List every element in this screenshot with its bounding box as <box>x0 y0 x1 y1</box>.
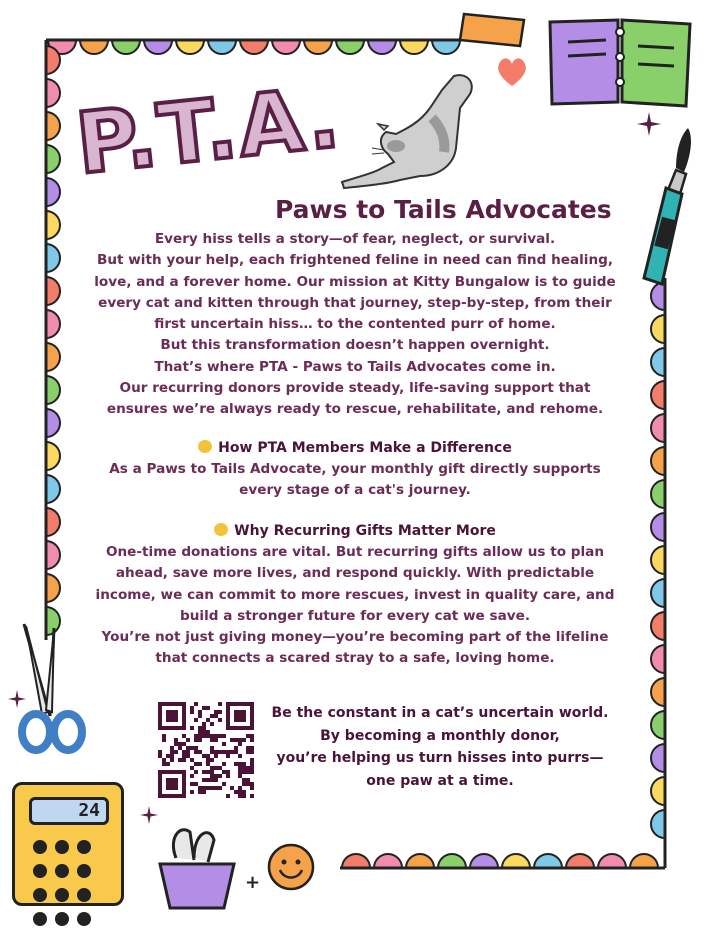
intro-line: Our recurring donors provide steady, life-saving support that <box>119 380 591 397</box>
section-line: every stage of a cat's journey. <box>239 482 471 499</box>
intro-line: every cat and kitten through that journey, step-by-step, from their <box>98 294 612 311</box>
section-recurring-gifts <box>85 521 625 670</box>
paintbrush-icon <box>640 128 706 288</box>
page-title: Paws to Tails Advocates <box>275 195 612 224</box>
section-line: build a stronger future for every cat we save. <box>180 607 530 624</box>
plus-icon: + <box>245 872 261 893</box>
section-line: income, we can commit to more rescues, invest in quality care, and <box>95 586 615 603</box>
section-members-difference <box>85 438 625 502</box>
binder-clip-icon <box>154 818 240 914</box>
intro-line: love, and a forever home. Our mission at Kitty Bungalow is to guide <box>94 273 616 290</box>
cta-line: Be the constant in a cat’s uncertain world. <box>271 705 609 721</box>
section-line: ahead, save more lives, and respond quickly. With predictable <box>115 565 595 582</box>
intro-line: That’s where PTA - Paws to Tails Advocates come in. <box>154 358 556 375</box>
intro-line: Every hiss tells a story—of fear, neglect, or survival. <box>154 231 556 247</box>
section-heading: How PTA Members Make a Difference <box>218 440 512 456</box>
cta-line: one paw at a time. <box>366 772 514 789</box>
section-line: that connects a scared stray to a safe, loving home. <box>155 650 555 667</box>
sparkle-icon <box>8 690 26 708</box>
plus-icon: + <box>660 226 676 247</box>
heart-icon <box>494 54 530 88</box>
cta-line: you’re helping us turn hisses into purrs— <box>276 750 604 766</box>
pta-logo: P.T.A. <box>71 67 346 193</box>
intro-line: ensures we’re always ready to rescue, rehabilitate, and rehome. <box>106 401 604 418</box>
intro-line: But this transformation doesn’t happen overnight. <box>160 337 550 354</box>
calculator-icon <box>12 782 124 906</box>
cat-illustration <box>336 68 486 193</box>
section-line: You’re not just giving money—you’re becoming part of the lifeline <box>101 629 609 646</box>
notebook-icon <box>540 2 700 114</box>
call-to-action <box>268 702 612 792</box>
intro-line: first uncertain hiss… to the contented purr of home. <box>154 316 556 333</box>
section-line: One-time donations are vital. But recurring gifts allow us to plan <box>105 544 605 560</box>
cta-line: By becoming a monthly donor, <box>320 727 560 744</box>
qr-code[interactable] <box>158 702 254 798</box>
intro-line: But with your help, each frightened feline in need can find healing, <box>96 252 614 269</box>
section-line: As a Paws to Tails Advocate, your monthly gift directly supports <box>109 461 601 477</box>
calculator-display: 24 <box>29 797 109 825</box>
cat-face-icon <box>214 523 228 536</box>
section-heading: Why Recurring Gifts Matter More <box>234 523 496 539</box>
intro-paragraph <box>85 229 625 421</box>
smiley-icon <box>266 842 316 892</box>
tape-icon <box>458 6 528 50</box>
cat-face-icon <box>198 440 212 453</box>
